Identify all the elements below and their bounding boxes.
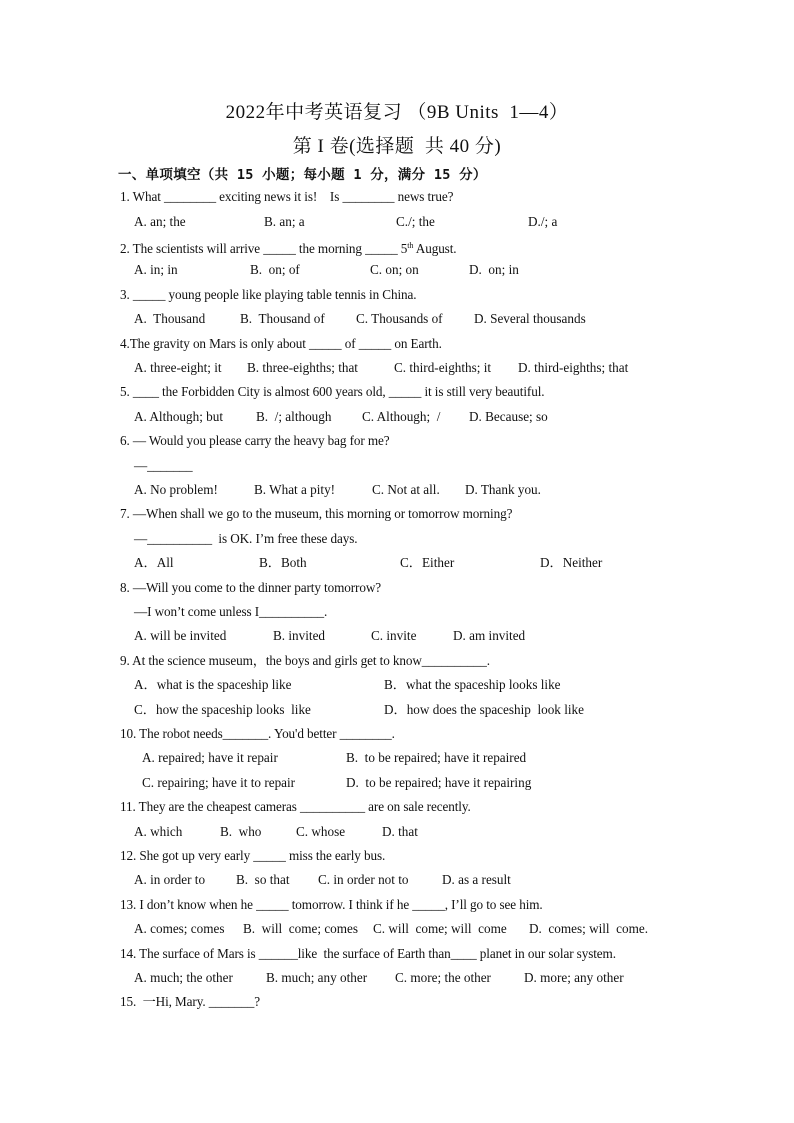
question-2: 2. The scientists will arrive _____ the morning _____ 5th August.: [120, 241, 457, 256]
question-3: 3. _____ young people like playing table tennis in China.: [120, 287, 417, 302]
option-10d: D. to be repaired; have it repairing: [346, 775, 532, 790]
question-13: 13. I don’t know when he _____ tomorrow. I think if he _____, I’ll go to see him.: [120, 897, 543, 912]
option-12c: C. in order not to: [318, 872, 409, 887]
option-14a: A. much; the other: [134, 970, 233, 985]
option-9c: C．how the spaceship looks like: [134, 702, 311, 717]
option-11b: B. who: [220, 824, 262, 839]
option-12a: A. in order to: [134, 872, 206, 887]
option-6c: C. Not at all.: [372, 482, 440, 497]
question-1: 1. What ________ exciting news it is! Is ________ news true?: [120, 189, 454, 204]
option-10c: C. repairing; have it to repair: [142, 775, 296, 790]
option-9a: A．what is the spaceship like: [134, 677, 292, 692]
option-11d: D. that: [382, 824, 418, 839]
question-5: 5. ____ the Forbidden City is almost 600 years old, _____ it is still very beautiful.: [120, 384, 545, 399]
question-9: 9. At the science museum，the boys and girls get to know__________.: [120, 653, 490, 668]
option-7a: A．All: [134, 555, 174, 570]
option-2b: B. on; of: [250, 262, 300, 277]
option-9d: D．how does the spaceship look like: [384, 702, 584, 717]
option-7d: D．Neither: [540, 555, 603, 570]
option-3b: B. Thousand of: [240, 311, 325, 326]
option-8c: C. invite: [371, 628, 417, 643]
option-13a: A. comes; comes: [134, 921, 225, 936]
option-6a: A. No problem!: [134, 482, 218, 497]
option-1b: B. an; a: [264, 214, 305, 229]
option-6d: D. Thank you.: [465, 482, 541, 497]
option-9b: B．what the spaceship looks like: [384, 677, 561, 692]
exam-subtitle: 第 I 卷(选择题 共 40 分): [292, 136, 502, 157]
option-14d: D. more; any other: [524, 970, 624, 985]
option-4b: B. three-eighths; that: [247, 360, 358, 375]
question-7-reply: —__________ is OK. I’m free these days.: [134, 531, 358, 546]
question-8-reply: —I won’t come unless I__________.: [134, 604, 328, 619]
option-11a: A. which: [134, 824, 183, 839]
section-heading: 一、单项填空（共 15 小题；每小题 1 分，满分 15 分）: [118, 167, 487, 183]
option-14b: B. much; any other: [266, 970, 368, 985]
option-5b: B. /; although: [256, 409, 332, 424]
option-2a: A. in; in: [134, 262, 178, 277]
question-6: 6. — Would you please carry the heavy bag for me?: [120, 433, 390, 448]
question-14: 14. The surface of Mars is ______like the surface of Earth than____ planet in our solar system.: [120, 946, 616, 961]
option-3a: A. Thousand: [134, 311, 206, 326]
option-7b: B．Both: [259, 555, 307, 570]
question-4: 4.The gravity on Mars is only about _____ of _____ on Earth.: [120, 336, 442, 351]
option-2c: C. on; on: [370, 262, 419, 277]
exam-title: 2022年中考英语复习 （9B Units 1—4）: [225, 102, 569, 123]
option-10b: B. to be repaired; have it repaired: [346, 750, 527, 765]
option-2d: D. on; in: [469, 262, 519, 277]
question-15: 15. 一Hi, Mary. _______?: [120, 994, 260, 1009]
question-12: 12. She got up very early _____ miss the early bus.: [120, 848, 386, 863]
option-12b: B. so that: [236, 872, 290, 887]
option-13d: D. comes; will come.: [529, 921, 649, 936]
option-14c: C. more; the other: [395, 970, 491, 985]
option-3c: C. Thousands of: [356, 311, 443, 326]
option-5d: D. Because; so: [469, 409, 548, 424]
option-11c: C. whose: [296, 824, 346, 839]
option-5a: A. Although; but: [134, 409, 224, 424]
option-4c: C. third-eighths; it: [394, 360, 492, 375]
option-7c: C．Either: [400, 555, 455, 570]
option-10a: A. repaired; have it repair: [142, 750, 278, 765]
question-6-reply: —_______: [134, 458, 193, 473]
option-13b: B. will come; comes: [243, 921, 359, 936]
option-8d: D. am invited: [453, 628, 526, 643]
option-12d: D. as a result: [442, 872, 511, 887]
option-1a: A. an; the: [134, 214, 186, 229]
option-13c: C. will come; will come: [373, 921, 507, 936]
question-7: 7. —When shall we go to the museum, this morning or tomorrow morning?: [120, 506, 513, 521]
option-8b: B. invited: [273, 628, 326, 643]
option-4d: D. third-eighths; that: [518, 360, 629, 375]
question-8: 8. —Will you come to the dinner party tomorrow?: [120, 580, 382, 595]
option-4a: A. three-eight; it: [134, 360, 222, 375]
question-11: 11. They are the cheapest cameras __________ are on sale recently.: [120, 799, 471, 814]
option-1c: C./; the: [396, 214, 435, 229]
option-5c: C. Although; /: [362, 409, 441, 424]
option-6b: B. What a pity!: [254, 482, 336, 497]
question-10: 10. The robot needs_______. You'd better ________.: [120, 726, 395, 741]
option-3d: D. Several thousands: [474, 311, 586, 326]
option-1d: D./; a: [528, 214, 558, 229]
option-8a: A. will be invited: [134, 628, 227, 643]
